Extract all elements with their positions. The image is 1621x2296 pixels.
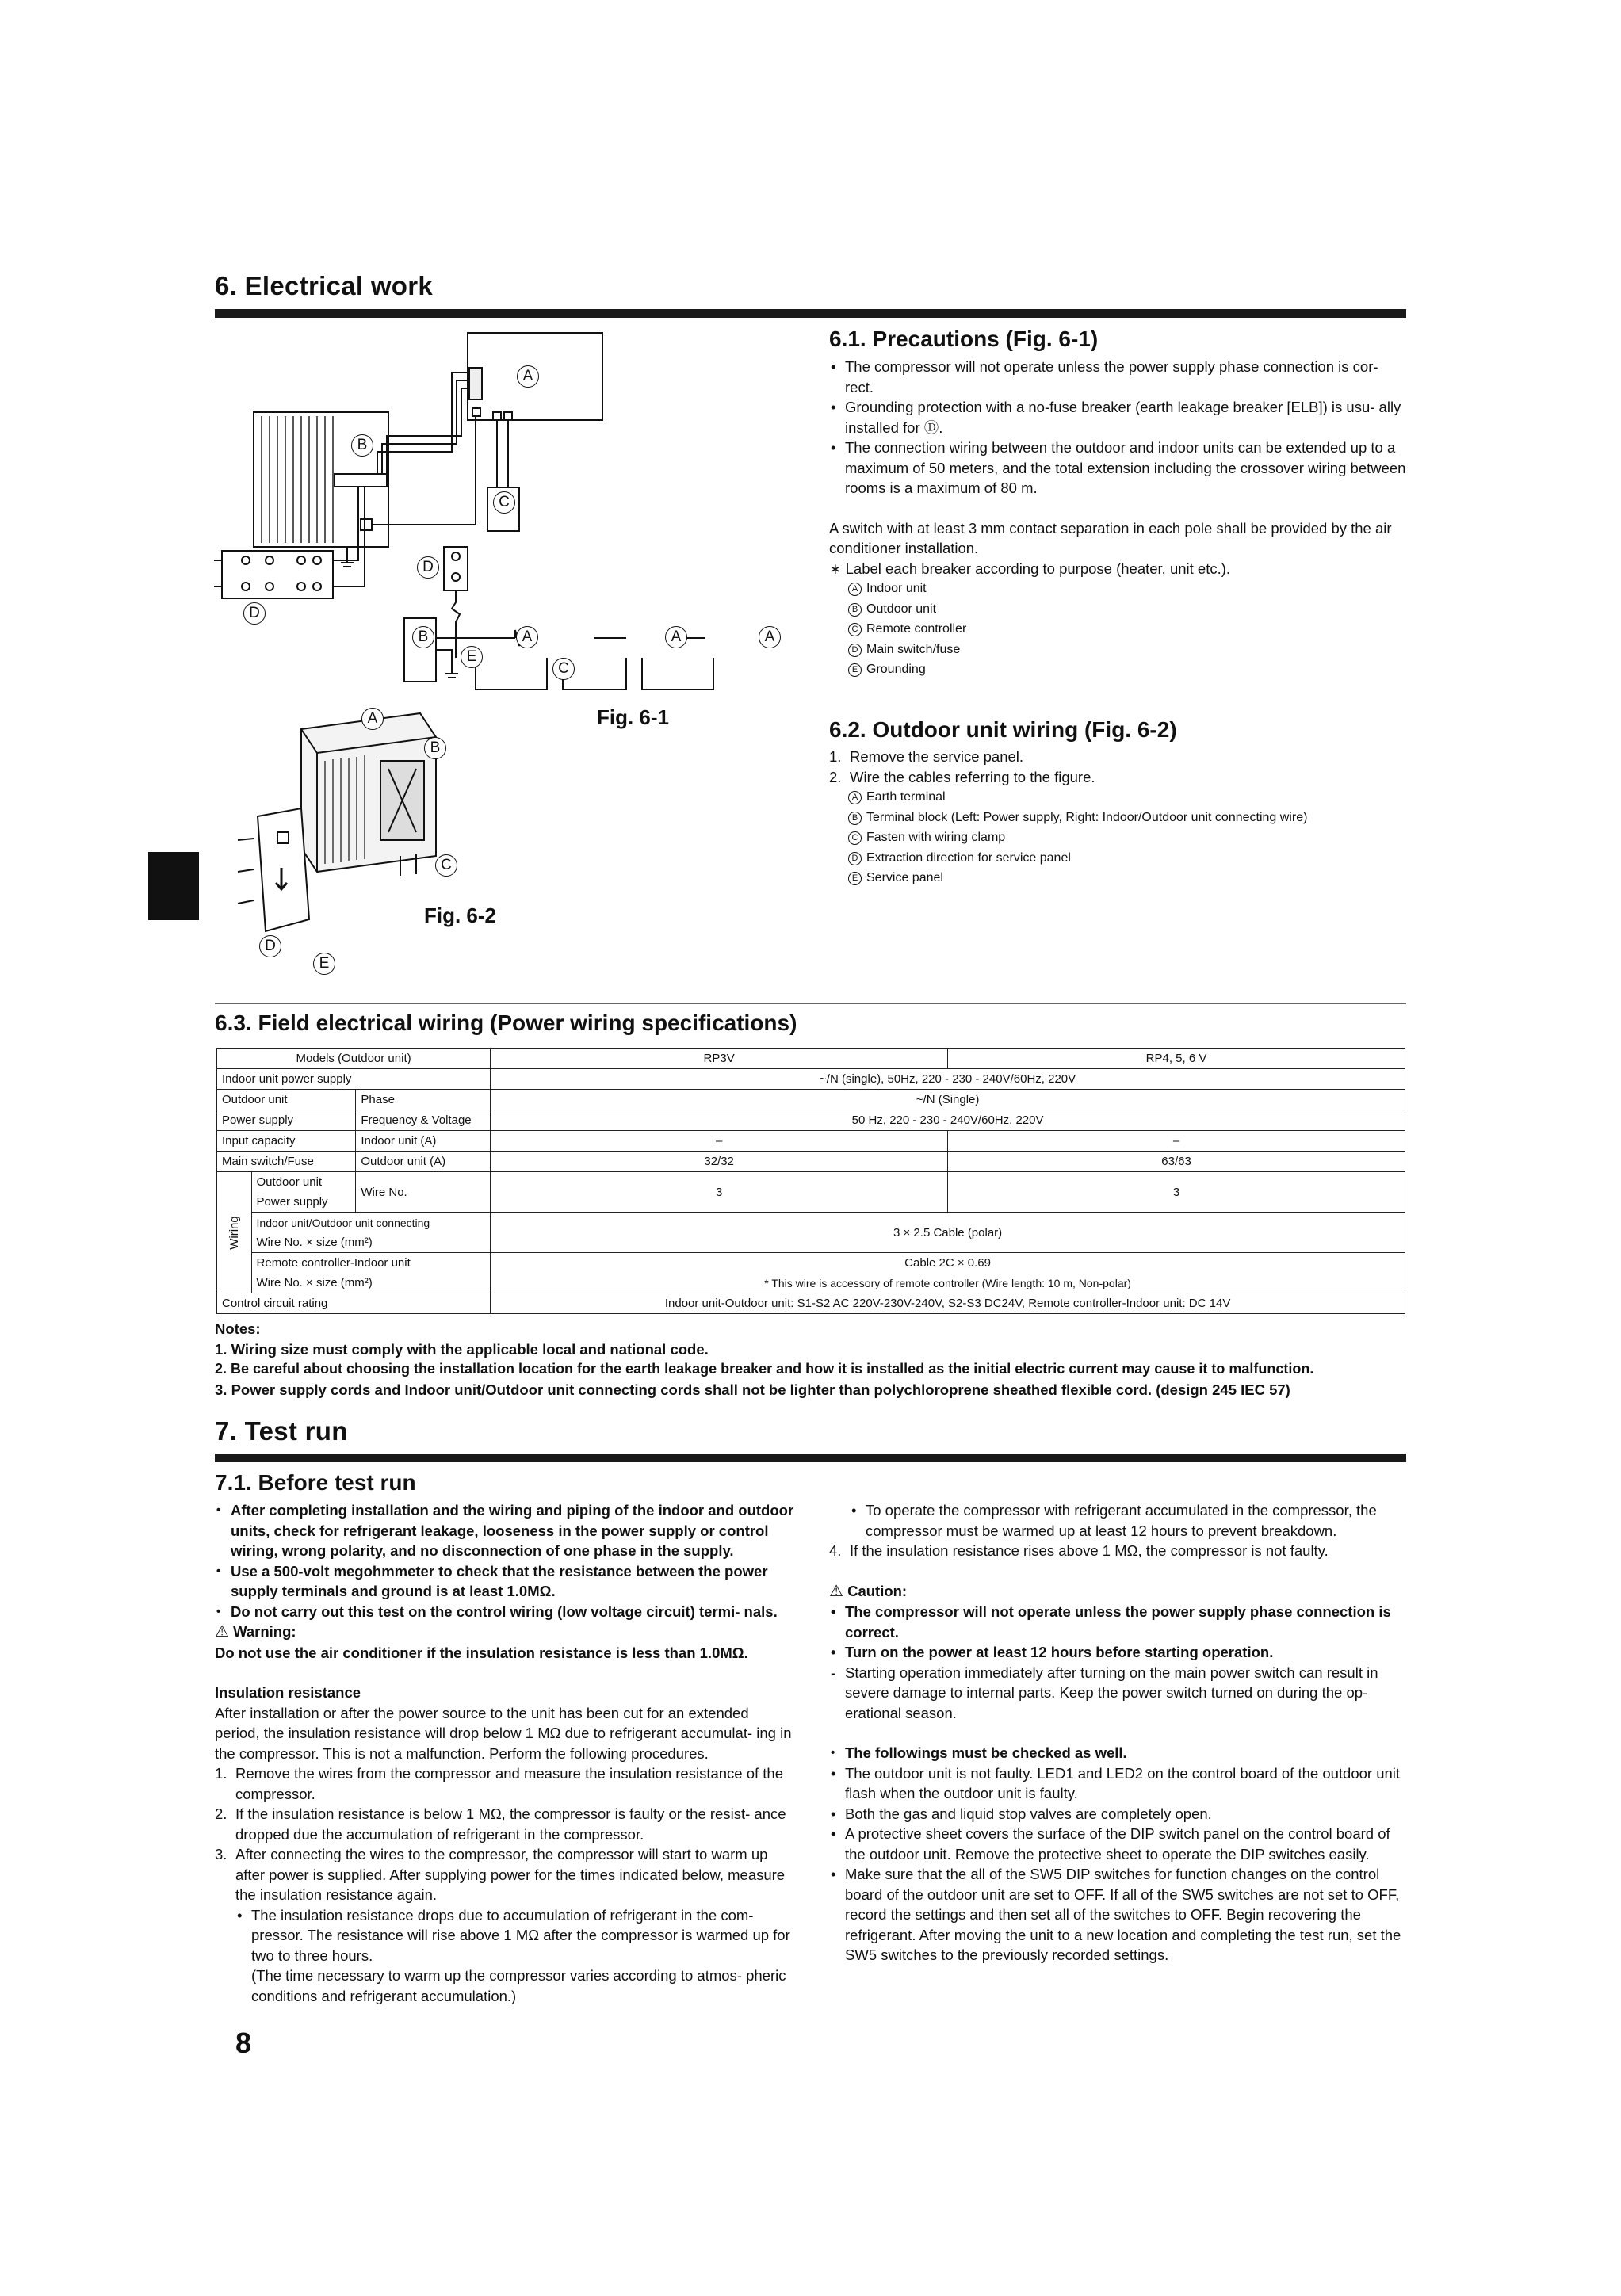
w3-a: Remote controller-Indoor unit xyxy=(251,1253,491,1274)
insulation-text: After installation or after the power source to the unit has been cut for an extended period, the insulation resistance will drop below 1 MΩ due to refrigerant accumulat- ing in the compressor. This is not a malfunction. Perform the following procedures. xyxy=(215,1704,792,1762)
followings-title: • The followings must be checked as well. xyxy=(829,1743,1406,1763)
wiring-label-cell xyxy=(217,1172,252,1293)
note-item: 2. Be careful about choosing the installation location for the earth leakage breaker and how it is installed as the initial electric current may cause it to malfunction. xyxy=(215,1361,1314,1377)
test-run-right-column xyxy=(829,1500,1406,1966)
outdoor-unit-label: Outdoor unit xyxy=(217,1090,356,1110)
fig2-label-a: A xyxy=(361,708,384,730)
outdoor-a-label: Outdoor unit (A) xyxy=(356,1152,491,1172)
followings-item: • Make sure that the all of the SW5 DIP switches for function changes on the control board of the outdoor unit are set to OFF. If all of the SW5 switches are not set to OFF, record the settings and then set all of the switches to OFF. Begin recovering the refrigerant. After moving the unit to a new location and completing the test run, set the SW5 switches to the previously recorded settings. xyxy=(829,1864,1406,1966)
precaution-item: • Grounding protection with a no-fuse breaker (earth leakage breaker [ELB]) is usu- ally installed for Ⓓ. xyxy=(829,397,1406,437)
legend-item: D Main switch/fuse xyxy=(848,640,1406,660)
fig1-label-a-2: A xyxy=(665,626,687,648)
switch-note: A switch with at least 3 mm contact separation in each pole shall be provided by the air conditioner installation. xyxy=(829,519,1392,556)
indoor-power-label: Indoor unit power supply xyxy=(217,1069,491,1090)
step-item: 3. After connecting the wires to the compressor, the compressor will start to warm up after power is supplied. After supplying power for the times indicated below, measure the insulation resistance again. xyxy=(215,1846,786,1903)
legend-item: C Remote controller xyxy=(848,619,1406,640)
w3-b: Wire No. × size (mm²) xyxy=(251,1273,491,1293)
check-item: • After completing installation and the wiring and piping of the indoor and outdoor units, check for refrigerant leakage, looseness in the power supply or control wiring, wrong polarity, and no disconnection of one phase in the supply. xyxy=(215,1500,797,1561)
indoor-a-v2: – xyxy=(948,1131,1405,1152)
outdoor-wiring-title: 6.2. Outdoor unit wiring (Fig. 6-2) xyxy=(829,717,1177,742)
w3-v2: * This wire is accessory of remote controller (Wire length: 10 m, Non-polar) xyxy=(491,1273,1405,1293)
wiring-diagram-fig-6-1 xyxy=(214,325,801,705)
warning-icon: ⚠ xyxy=(215,1623,229,1641)
outdoor-unit-box xyxy=(254,412,388,547)
main-switch-box-right xyxy=(444,547,468,590)
table-row xyxy=(217,1253,1405,1274)
w3-v1: Cable 2C × 0.69 xyxy=(491,1253,1405,1274)
followings-list xyxy=(829,1763,1406,1966)
legend-item: E Grounding xyxy=(848,659,1406,680)
section-6-title: 6. Electrical work xyxy=(215,271,434,300)
fig1-label-c-top: C xyxy=(493,491,515,514)
wire-no-label: Wire No. xyxy=(356,1172,491,1213)
table-row xyxy=(217,1110,1405,1131)
outdoor-wiring-body xyxy=(829,747,1406,888)
table-row xyxy=(217,1090,1405,1110)
step-item: 4. If the insulation resistance rises above 1 MΩ, the compressor is not faulty. xyxy=(829,1542,1329,1559)
field-wiring-title: 6.3. Field electrical wiring (Power wiring specifications) xyxy=(215,1010,797,1035)
indoor-a-v1: – xyxy=(491,1131,948,1152)
main-switch-box-left xyxy=(222,551,333,598)
table-row xyxy=(217,1273,1405,1293)
fig-6-1-caption: Fig. 6-1 xyxy=(597,705,670,729)
fig1-label-d-left: D xyxy=(243,602,266,625)
fig2-label-c: C xyxy=(435,854,457,877)
model-col-2: RP4, 5, 6 V xyxy=(948,1049,1405,1069)
wiring-label: Wiring xyxy=(227,1215,241,1250)
followings-heading-list xyxy=(829,1743,1406,1763)
power-wiring-table xyxy=(216,1048,1405,1314)
fig1-label-c-lower: C xyxy=(552,658,575,680)
table-row xyxy=(217,1293,1405,1314)
phase-label: Phase xyxy=(356,1090,491,1110)
fig1-label-a-top: A xyxy=(517,365,539,388)
notes-title: Notes: xyxy=(215,1320,261,1337)
precautions-body xyxy=(829,357,1406,680)
main-switch-label: Main switch/Fuse xyxy=(217,1152,356,1172)
step-item: 1. Remove the wires from the compressor and measure the insulation resistance of the compressor. xyxy=(215,1765,783,1802)
caution-item: • The compressor will not operate unless the power supply phase connection is correct. xyxy=(829,1602,1406,1642)
step-item: 2. Wire the cables referring to the figure. xyxy=(829,768,1095,785)
note-item: 1. Wiring size must comply with the applicable local and national code. xyxy=(215,1340,709,1358)
warning-heading: ⚠ Warning: xyxy=(215,1623,296,1641)
w2-a: Indoor unit/Outdoor unit connecting xyxy=(251,1213,491,1233)
insulation-sub xyxy=(215,1905,797,2007)
fig-6-2-caption: Fig. 6-2 xyxy=(424,904,497,927)
fig1-label-b-lower: B xyxy=(412,626,434,648)
right-steps xyxy=(829,1541,1406,1561)
freq-label: Frequency & Voltage xyxy=(356,1110,491,1131)
test-run-checklist xyxy=(215,1500,797,1622)
section-7-rule xyxy=(215,1454,1406,1462)
section-6-rule xyxy=(215,309,1406,318)
check-item: • Do not carry out this test on the control wiring (low voltage circuit) termi- nals. xyxy=(215,1602,797,1622)
outdoor-a-v1: 32/32 xyxy=(491,1152,948,1172)
w2-v: 3 × 2.5 Cable (polar) xyxy=(491,1213,1405,1253)
before-test-run-title: 7.1. Before test run xyxy=(215,1470,416,1495)
check-item: • Use a 500-volt megohmmeter to check that the resistance between the power supply terminals and ground is at least 1.0MΩ. xyxy=(215,1561,797,1602)
w1-v2: 3 xyxy=(948,1172,1405,1213)
outdoor-a-v2: 63/63 xyxy=(948,1152,1405,1172)
freq-value: 50 Hz, 220 - 230 - 240V/60Hz, 220V xyxy=(491,1110,1405,1131)
outdoor-wiring-steps xyxy=(829,747,1406,787)
w1-v1: 3 xyxy=(491,1172,948,1213)
section-6-3-rule xyxy=(215,1003,1406,1004)
legend-item: E Service panel xyxy=(848,868,1406,888)
notes-block xyxy=(215,1319,1412,1400)
caution-dash: - Starting operation immediately after turning on the main power switch can result in severe damage to internal parts. Keep the power switch turned on during the op- erational season. xyxy=(831,1664,1378,1721)
control-value: Indoor unit-Outdoor unit: S1-S2 AC 220V-230V-240V, S2-S3 DC24V, Remote controller-Indoor unit: DC 14V xyxy=(491,1293,1405,1314)
table-row xyxy=(217,1131,1405,1152)
power-supply-label: Power supply xyxy=(217,1110,356,1131)
precautions-legend xyxy=(829,579,1406,680)
table-row xyxy=(217,1069,1405,1090)
caution-heading: ⚠ Caution: xyxy=(829,1582,908,1600)
table-row xyxy=(217,1213,1405,1233)
caution-list xyxy=(829,1602,1406,1663)
table-row xyxy=(217,1172,1405,1193)
fig2-label-d: D xyxy=(259,935,281,957)
w1-b: Power supply xyxy=(251,1192,356,1213)
fig2-label-b: B xyxy=(424,737,446,759)
caution-item: • Turn on the power at least 12 hours before starting operation. xyxy=(829,1642,1406,1663)
fig1-label-e: E xyxy=(461,646,483,668)
legend-item: D Extraction direction for service panel xyxy=(848,848,1406,869)
w2-b: Wire No. × size (mm²) xyxy=(251,1232,491,1253)
legend-item: C Fasten with wiring clamp xyxy=(848,827,1406,848)
followings-item: • Both the gas and liquid stop valves are completely open. xyxy=(829,1804,1406,1824)
fig1-label-b: B xyxy=(351,434,373,457)
table-row xyxy=(217,1152,1405,1172)
fig2-label-e: E xyxy=(313,953,335,975)
control-label: Control circuit rating xyxy=(217,1293,491,1314)
sub-item: • To operate the compressor with refrigerant accumulated in the compressor, the compressor must be warmed up at least 12 hours to prevent breakdown. xyxy=(850,1500,1406,1541)
precaution-item: • The compressor will not operate unless the power supply phase connection is cor- rect. xyxy=(829,357,1406,397)
legend-item: B Outdoor unit xyxy=(848,599,1406,620)
note-item: 3. Power supply cords and Indoor unit/Outdoor unit connecting cords shall not be lighter than polychloroprene sheathed flexible cord. (design 245 IEC 57) xyxy=(215,1381,1290,1398)
fig1-label-d-mid: D xyxy=(417,556,439,579)
fig1-label-a-3: A xyxy=(759,626,781,648)
insulation-steps xyxy=(215,1763,797,1905)
followings-item: • A protective sheet covers the surface of the DIP switch panel on the control board of the outdoor unit. Remove the protective sheet to operate the DIP switches easily. xyxy=(829,1824,1406,1864)
label-note: ∗ Label each breaker according to purpose (heater, unit etc.). xyxy=(829,560,1231,577)
legend-item: A Indoor unit xyxy=(848,579,1406,599)
precautions-bullets xyxy=(829,357,1406,499)
page-number: 8 xyxy=(235,2027,252,2059)
step-item: 2. If the insulation resistance is below 1 MΩ, the compressor is faulty or the resist- ance dropped due the accumulation of refrigerant in the compressor. xyxy=(215,1805,786,1843)
side-tab xyxy=(148,852,199,920)
models-label: Models (Outdoor unit) xyxy=(217,1049,491,1069)
fig1-label-a-1: A xyxy=(516,626,538,648)
section-7-title: 7. Test run xyxy=(215,1416,348,1446)
w1-a: Outdoor unit xyxy=(251,1172,356,1193)
outdoor-wiring-legend xyxy=(829,787,1406,888)
sub-item: • The insulation resistance drops due to accumulation of refrigerant in the com- pressor. The resistance will rise above 1 MΩ after the compressor is warmed up for two to three hours. (The time necessary to warm up the compressor varies according to atmos- pheric conditions and refrigerant accumulation.) xyxy=(235,1905,797,2007)
legend-item: A Earth terminal xyxy=(848,787,1406,808)
test-run-left-column xyxy=(215,1500,797,2006)
insulation-title: Insulation resistance xyxy=(215,1684,361,1701)
input-capacity-label: Input capacity xyxy=(217,1131,356,1152)
model-col-1: RP3V xyxy=(491,1049,948,1069)
precautions-title: 6.1. Precautions (Fig. 6-1) xyxy=(829,327,1099,351)
followings-item: • The outdoor unit is not faulty. LED1 and LED2 on the control board of the outdoor unit flash when the outdoor unit is faulty. xyxy=(829,1763,1406,1804)
precaution-item: • The connection wiring between the outdoor and indoor units can be extended up to a maximum of 50 meters, and the total extension including the crossover wiring between rooms is a maximum of 80 m. xyxy=(829,437,1406,499)
right-sub xyxy=(829,1500,1406,1541)
legend-item: B Terminal block (Left: Power supply, Right: Indoor/Outdoor unit connecting wire) xyxy=(848,808,1406,828)
caution-icon: ⚠ xyxy=(829,1582,843,1600)
indoor-a-label: Indoor unit (A) xyxy=(356,1131,491,1152)
table-row xyxy=(217,1049,1405,1069)
warning-text: Do not use the air conditioner if the insulation resistance is less than 1.0MΩ. xyxy=(215,1644,748,1661)
step-item: 1. Remove the service panel. xyxy=(829,748,1024,765)
indoor-power-value: ~/N (single), 50Hz, 220 - 230 - 240V/60Hz, 220V xyxy=(491,1069,1405,1090)
phase-value: ~/N (Single) xyxy=(491,1090,1405,1110)
